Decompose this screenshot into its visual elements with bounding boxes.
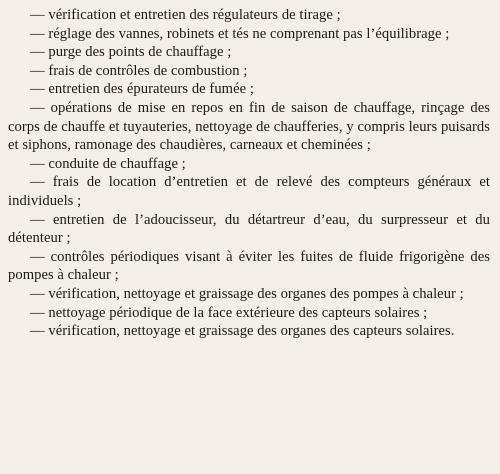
maintenance-list bbox=[8, 6, 490, 341]
list-item-combustion bbox=[8, 62, 490, 81]
list-item-text: entretien de l’adoucisseur, du détartreur d’eau, du surpresseur et du détenteur ; bbox=[8, 211, 490, 247]
dash-bullet: — bbox=[30, 304, 45, 321]
list-item-text: réglage des vannes, robinets et tés ne comprenant pas l’équilibrage ; bbox=[48, 25, 450, 42]
list-item-text: purge des points de chauffage ; bbox=[48, 44, 232, 61]
list-item-text: vérification et entretien des régulateurs de tirage ; bbox=[48, 7, 341, 23]
list-item-purge bbox=[8, 43, 490, 62]
list-item-adoucisseur bbox=[8, 211, 490, 248]
list-item-epurateurs bbox=[8, 80, 490, 99]
list-item-fuites-fluide bbox=[8, 248, 490, 285]
dash-bullet: — bbox=[30, 44, 45, 61]
list-item-text: opérations de mise en repos en fin de saison de chauffage, rinçage des corps de chauffe et tuyauteries, nettoyage de chaufferies, y compris leurs puisards et siphons, ramonage des chaudières, carneaux et cheminées ; bbox=[8, 99, 490, 154]
list-item-pompes-chaleur bbox=[8, 285, 490, 304]
dash-bullet: — bbox=[30, 323, 45, 340]
dash-bullet: — bbox=[30, 174, 45, 191]
list-item-text: frais de location d’entretien et de relevé des compteurs généraux et individuels ; bbox=[8, 174, 490, 209]
list-item-vannes bbox=[8, 25, 490, 44]
dash-bullet: — bbox=[30, 248, 45, 265]
list-item-mise-en-repos bbox=[8, 99, 490, 155]
list-item-text: conduite de chauffage ; bbox=[48, 155, 186, 172]
list-item-text: vérification, nettoyage et graissage des organes des pompes à chaleur ; bbox=[48, 285, 464, 302]
list-item-compteurs bbox=[8, 173, 490, 210]
list-item-text: nettoyage périodique de la face extérieure des capteurs solaires ; bbox=[48, 304, 428, 321]
dash-bullet: — bbox=[30, 211, 45, 228]
list-item-face-capteurs bbox=[8, 304, 490, 323]
list-item-organes-capteurs bbox=[8, 322, 490, 341]
list-item-regulateurs bbox=[8, 6, 490, 25]
list-item-text: entretien des épurateurs de fumée ; bbox=[48, 81, 254, 98]
dash-bullet: — bbox=[30, 285, 45, 302]
dash-bullet: — bbox=[30, 99, 45, 116]
list-item-conduite bbox=[8, 155, 490, 174]
list-item-text: vérification, nettoyage et graissage des organes des capteurs solaires. bbox=[48, 323, 455, 340]
dash-bullet: — bbox=[30, 25, 45, 42]
dash-bullet: — bbox=[30, 81, 45, 98]
dash-bullet: — bbox=[30, 7, 45, 23]
dash-bullet: — bbox=[30, 155, 45, 172]
list-item-text: contrôles périodiques visant à éviter les fuites de fluide frigorigène des pompes à chaleur ; bbox=[8, 248, 490, 284]
list-item-text: frais de contrôles de combustion ; bbox=[48, 62, 248, 79]
dash-bullet: — bbox=[30, 62, 45, 79]
